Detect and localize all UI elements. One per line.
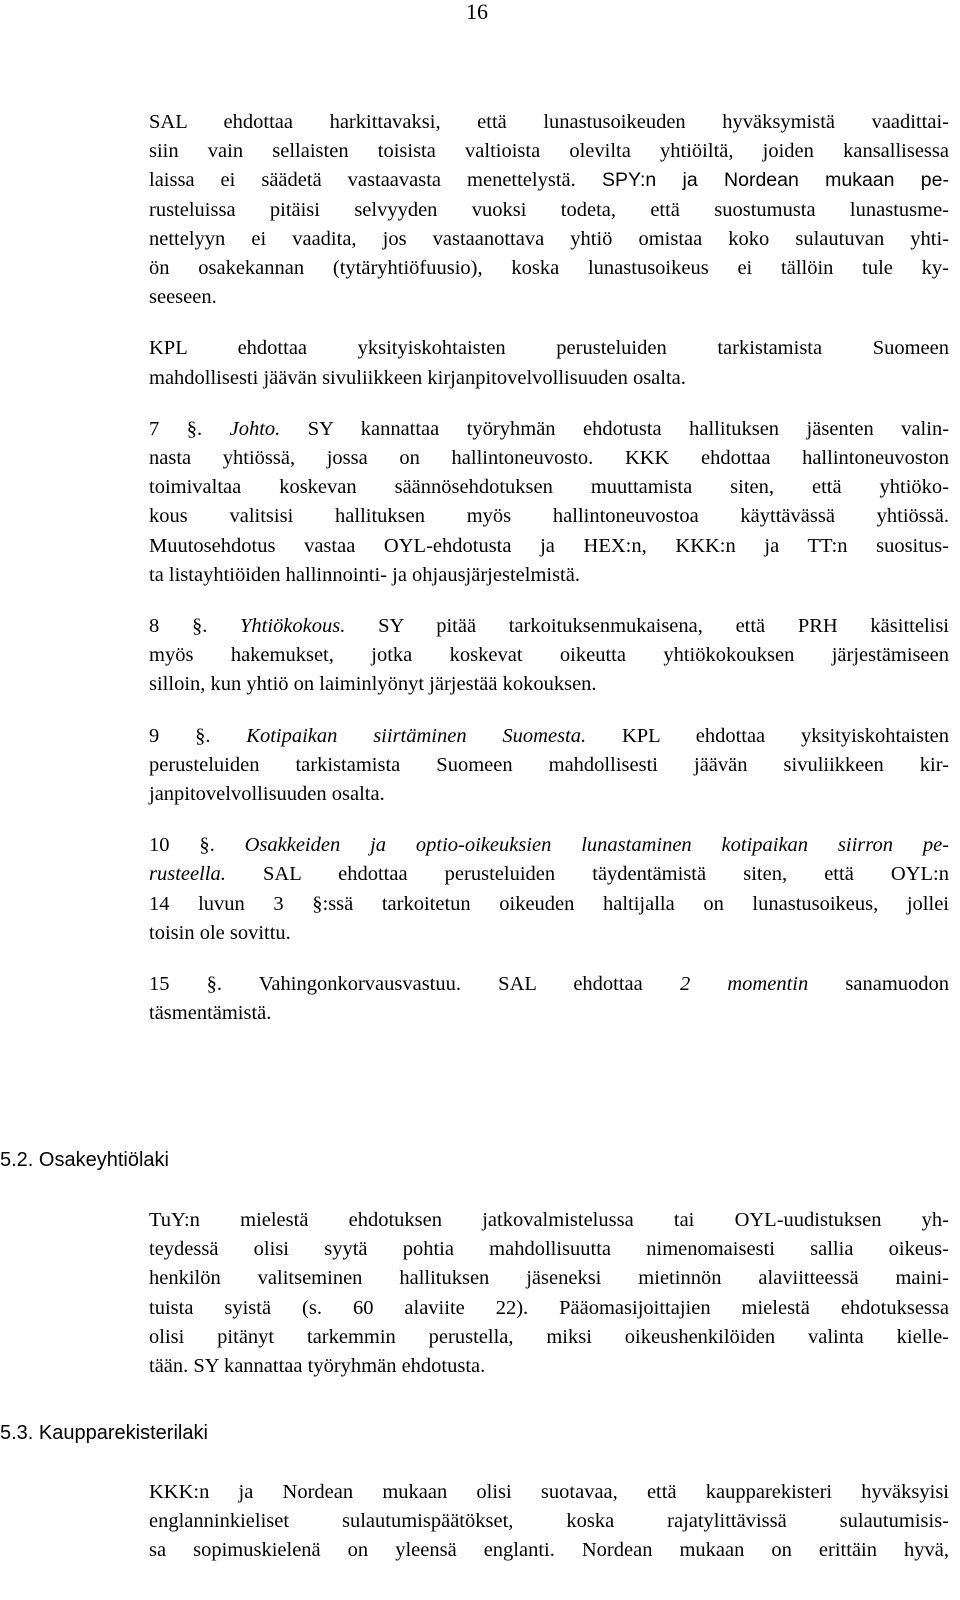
text-line: sa sopimuskielenä on yleensä englanti. Nordean mukaan on erittäin hyvä,: [149, 1539, 949, 1562]
section-number: 15 §.: [149, 973, 223, 996]
text-segment: laissa ei säädetä vastaavasta menettelystä.: [149, 169, 576, 192]
section-title: Yhtiökokous.: [240, 615, 346, 638]
section-number: 9 §.: [149, 724, 211, 747]
text-line: tään. SY kannattaa työryhmän ehdotusta.: [149, 1355, 486, 1378]
text-line: [149, 970, 949, 999]
text-segment: SAL ehdottaa perusteluiden täydentämistä siten, että OYL:n: [225, 863, 949, 886]
text-line: henkilön valitseminen hallituksen jäseneksi mietinnön alaviitteessä maini-: [149, 1267, 949, 1290]
text-segment: SAL ehdottaa: [461, 973, 680, 996]
section-heading: 5.2. Osakeyhtiölaki: [0, 1149, 169, 1171]
text-line: [149, 831, 949, 860]
text-line: perusteluiden tarkistamista Suomeen mahdollisesti jäävän sivuliikkeen kir-: [149, 753, 949, 776]
text-line: olisi pitänyt tarkemmin perustella, miksi oikeushenkilöiden valinta kielle-: [149, 1325, 949, 1348]
text-line: TuY:n mielestä ehdotuksen jatkovalmistelussa tai OYL-uudistuksen yh-: [149, 1209, 949, 1231]
text-line: seeseen.: [149, 286, 217, 309]
section-5-3-body: [149, 1478, 949, 1566]
section-5-2-body: [149, 1206, 949, 1381]
text-line: täsmentämistä.: [149, 1002, 272, 1025]
section-title: Osakkeiden ja optio-oikeuksien lunastaminen kotipaikan siirron pe-: [244, 834, 950, 857]
text-line: siin vain sellaisten toisista valtioista olevilta yhtiöiltä, joiden kansallisessa: [149, 140, 949, 163]
text-line: mahdollisesti jäävän sivuliikkeen kirjanpitovelvollisuuden osalta.: [149, 366, 686, 389]
section-number: 7 §.: [149, 417, 203, 440]
text-line: janpitovelvollisuuden osalta.: [149, 783, 385, 806]
text-line: tuista syistä (s. 60 alaviite 22). Pääomasijoittajien mielestä ehdotuksessa: [149, 1296, 949, 1319]
text-line: [149, 860, 949, 889]
text-line: [149, 612, 949, 641]
text-line: KKK:n ja Nordean mukaan olisi suotavaa, että kaupparekisteri hyväksyisi: [149, 1481, 949, 1503]
text-line: englanninkieliset sulautumispäätökset, koska rajatylittävissä sulautumisis-: [149, 1510, 949, 1533]
text-line: ön osakekannan (tytäryhtiöfuusio), koska lunastusoikeus ei tällöin tule ky-: [149, 257, 949, 280]
text-line: rusteluissa pitäisi selvyyden vuoksi todeta, että suostumusta lunastusme-: [149, 198, 949, 221]
text-segment: KPL ehdottaa yksityiskohtaisten: [586, 724, 950, 747]
text-segment: Vahingonkorvausvastuu.: [222, 973, 461, 996]
text-line: myös hakemukset, jotka koskevat oikeutta yhtiökokouksen järjestämiseen: [149, 644, 949, 667]
text-segment: sanamuodon: [808, 973, 950, 996]
section-number: 8 §.: [149, 615, 208, 638]
text-line: nettelyyn ei vaadita, jos vastaanottava yhtiö omistaa koko sulautuvan yhti-: [149, 227, 949, 250]
text-line: SAL ehdottaa harkittavaksi, että lunastusoikeuden hyväksymistä vaadittai-: [149, 111, 949, 133]
text-line: toimivaltaa koskevan säännösehdotuksen muuttamista siten, että yhtiöko-: [149, 476, 949, 499]
text-line: 14 luvun 3 §:ssä tarkoitetun oikeuden haltijalla on lunastusoikeus, jollei: [149, 892, 949, 915]
text-line: kous valitsisi hallituksen myös hallintoneuvostoa käyttävässä yhtiössä.: [149, 505, 949, 528]
text-line: toisin ole sovittu.: [149, 921, 291, 944]
section-5-1-body: [149, 108, 949, 1028]
text-line: [149, 166, 949, 195]
text-line: [149, 722, 949, 751]
text-line: KPL ehdottaa yksityiskohtaisten perusteluiden tarkistamista Suomeen: [149, 337, 949, 360]
text-segment: SY kannattaa työryhmän ehdotusta hallituksen jäsenten valin-: [280, 417, 950, 440]
section-title: Kotipaikan siirtäminen Suomesta.: [246, 724, 587, 747]
emphasis: 2 momentin: [679, 973, 809, 996]
section-title: rusteella.: [149, 863, 226, 886]
text-segment: SY pitää tarkoituksenmukaisena, että PRH käsittelisi: [345, 615, 950, 638]
text-line: silloin, kun yhtiö on laiminlyönyt järjestää kokouksen.: [149, 673, 597, 696]
text-line: teydessä olisi syytä pohtia mahdollisuutta nimenomaisesti sallia oikeus-: [149, 1238, 949, 1261]
text-line: ta listayhtiöiden hallinnointi- ja ohjausjärjestelmistä.: [149, 563, 580, 586]
text-line: nasta yhtiössä, jossa on hallintoneuvosto. KKK ehdottaa hallintoneuvoston: [149, 447, 949, 470]
text-line: Muutosehdotus vastaa OYL-ehdotusta ja HEX:n, KKK:n ja TT:n suositus-: [149, 534, 949, 557]
section-title: Johto.: [229, 417, 281, 440]
page-number: 16: [466, 0, 488, 24]
text-line: [149, 415, 949, 444]
section-number: 10 §.: [149, 834, 215, 857]
section-heading: 5.3. Kaupparekisterilaki: [0, 1422, 208, 1444]
text-segment: SPY:n ja Nordean mukaan pe-: [575, 169, 949, 192]
